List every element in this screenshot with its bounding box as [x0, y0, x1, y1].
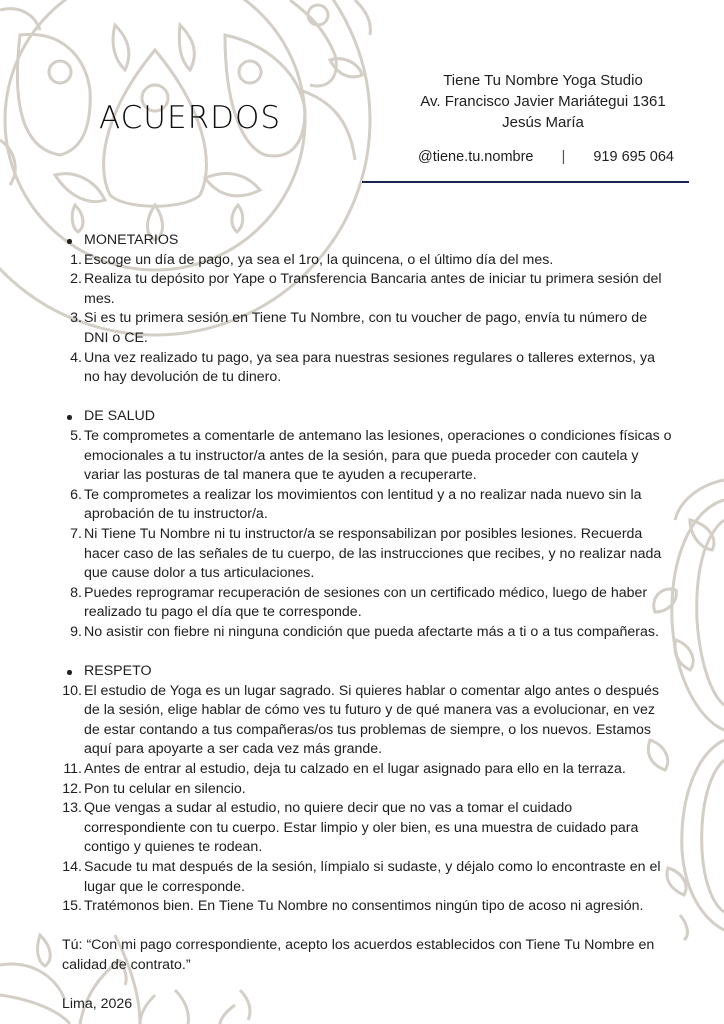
studio-district: Jesús María: [502, 114, 584, 131]
list-item: [62, 897, 674, 917]
acceptance-statement: Tú: “Con mi pago correspondiente, acepto los acuerdos establecidos con Tiene Tu Nombre en calidad de contrato.”: [62, 937, 655, 973]
list-item: [62, 682, 674, 760]
agreement-list: [62, 427, 674, 643]
section-heading: MONETARIOS: [62, 231, 674, 251]
place-and-date: Lima, 2026: [62, 996, 133, 1013]
item-text: Antes de entrar al estudio, deja tu calzado en el lugar asignado para ello en la terraza.: [84, 761, 626, 778]
item-text: Te comprometes a comentarle de antemano las lesiones, operaciones o condiciones físicas o emocionales a tu instructor/a antes de la sesión, para que pueda proceder con cautela y variar las posturas de tal manera que te ayuden a recuperarte.: [84, 427, 672, 484]
studio-name: Tiene Tu Nombre Yoga Studio: [443, 72, 643, 89]
item-text: Si es tu primera sesión en Tiene Tu Nombre, con tu voucher de pago, envía tu número de DNI o CE.: [84, 310, 648, 346]
item-number: 11.: [63, 761, 82, 778]
list-item: [62, 799, 674, 858]
section-respeto: [62, 662, 674, 917]
section-de-salud: [62, 407, 674, 642]
item-text: Te comprometes a realizar los movimientos con lentitud y a no realizar nada nuevo sin la aprobación de tu instructor/a.: [84, 486, 642, 523]
item-text: Pon tu celular en silencio.: [84, 780, 246, 797]
list-item: [62, 858, 674, 897]
studio-contact: [418, 148, 674, 165]
studio-address: Av. Francisco Javier Mariátegui 1361: [420, 93, 666, 110]
list-item: [62, 623, 674, 643]
item-number: 15.: [62, 898, 82, 915]
list-item: [62, 780, 674, 800]
list-item: [62, 251, 674, 271]
list-item: [62, 525, 674, 584]
item-number: 5.: [70, 427, 82, 444]
list-item: [62, 270, 674, 309]
item-text: Sacude tu mat después de la sesión, límpialo si sudaste, y déjalo como lo encontraste en el lugar que le corresponde.: [84, 859, 661, 895]
list-item: [62, 309, 674, 348]
item-number: 2.: [70, 271, 82, 288]
agreement-list: [62, 682, 674, 917]
item-number: 6.: [70, 486, 82, 503]
list-item: [62, 760, 674, 780]
list-item: [62, 427, 674, 486]
studio-info: [405, 70, 681, 133]
item-text: Una vez realizado tu pago, ya sea para nuestras sesiones regulares o talleres externos, ya no hay devolución de tu dinero.: [84, 349, 655, 386]
item-text: Que vengas a sudar al estudio, no quiere decir que no vas a tomar el cuidado correspondiente con tu cuerpo. Estar limpio y oler bien, es una muestra de cuidado para contigo y quienes te rodean.: [84, 800, 639, 856]
item-text: Escoge un día de pago, ya sea el 1ro, la quincena, o el último día del mes.: [84, 251, 554, 268]
phone-number: 919 695 064: [593, 148, 674, 165]
header-divider: [362, 181, 689, 183]
item-number: 1.: [70, 251, 82, 268]
item-number: 8.: [70, 584, 82, 601]
item-number: 4.: [70, 349, 82, 366]
section-monetarios: [62, 231, 674, 388]
item-text: Puedes reprogramar recuperación de sesiones con un certificado médico, luego de haber realizado tu pago el día que te corresponde.: [84, 584, 648, 621]
item-text: Ni Tiene Tu Nombre ni tu instructor/a se responsabilizan por posibles lesiones. Recuerda hacer caso de las señales de tu cuerpo, de las instrucciones que recibes, y no realizar nada que cause dolor a tus articulaciones.: [84, 525, 662, 582]
contact-separator: |: [561, 148, 566, 165]
agreement-list: [62, 251, 674, 388]
list-item: [62, 584, 674, 623]
item-number: 7.: [70, 525, 82, 542]
social-handle: @tiene.tu.nombre: [418, 148, 534, 165]
item-text: El estudio de Yoga es un lugar sagrado. Si quieres hablar o comentar algo antes o después de la sesión, elige hablar de cómo ves tu futuro y de qué manera vas a evolucionar, en vez de estar contando a tus compañeras/os tus problemas de siempre, o los nuevos. Estamos aquí para apoyarte a ser cada vez más grande.: [84, 682, 659, 758]
item-text: No asistir con fiebre ni ninguna condición que pueda afectarte más a ti o a tus compañeras.: [84, 623, 659, 640]
section-heading: RESPETO: [62, 662, 674, 682]
document-title: ACUERDOS: [99, 100, 282, 136]
item-number: 14.: [62, 859, 82, 875]
item-number: 9.: [70, 623, 82, 640]
item-text: Tratémonos bien. En Tiene Tu Nombre no consentimos ningún tipo de acoso ni agresión.: [84, 898, 644, 915]
item-number: 12.: [62, 780, 82, 797]
item-number: 3.: [70, 310, 82, 327]
item-number: 10.: [62, 682, 82, 699]
section-heading: DE SALUD: [62, 407, 674, 427]
item-number: 13.: [62, 800, 82, 817]
list-item: [62, 349, 674, 388]
item-text: Realiza tu depósito por Yape o Transferencia Bancaria antes de iniciar tu primera sesión del mes.: [84, 271, 662, 307]
agreements-content: [62, 231, 674, 1015]
list-item: [62, 486, 674, 525]
